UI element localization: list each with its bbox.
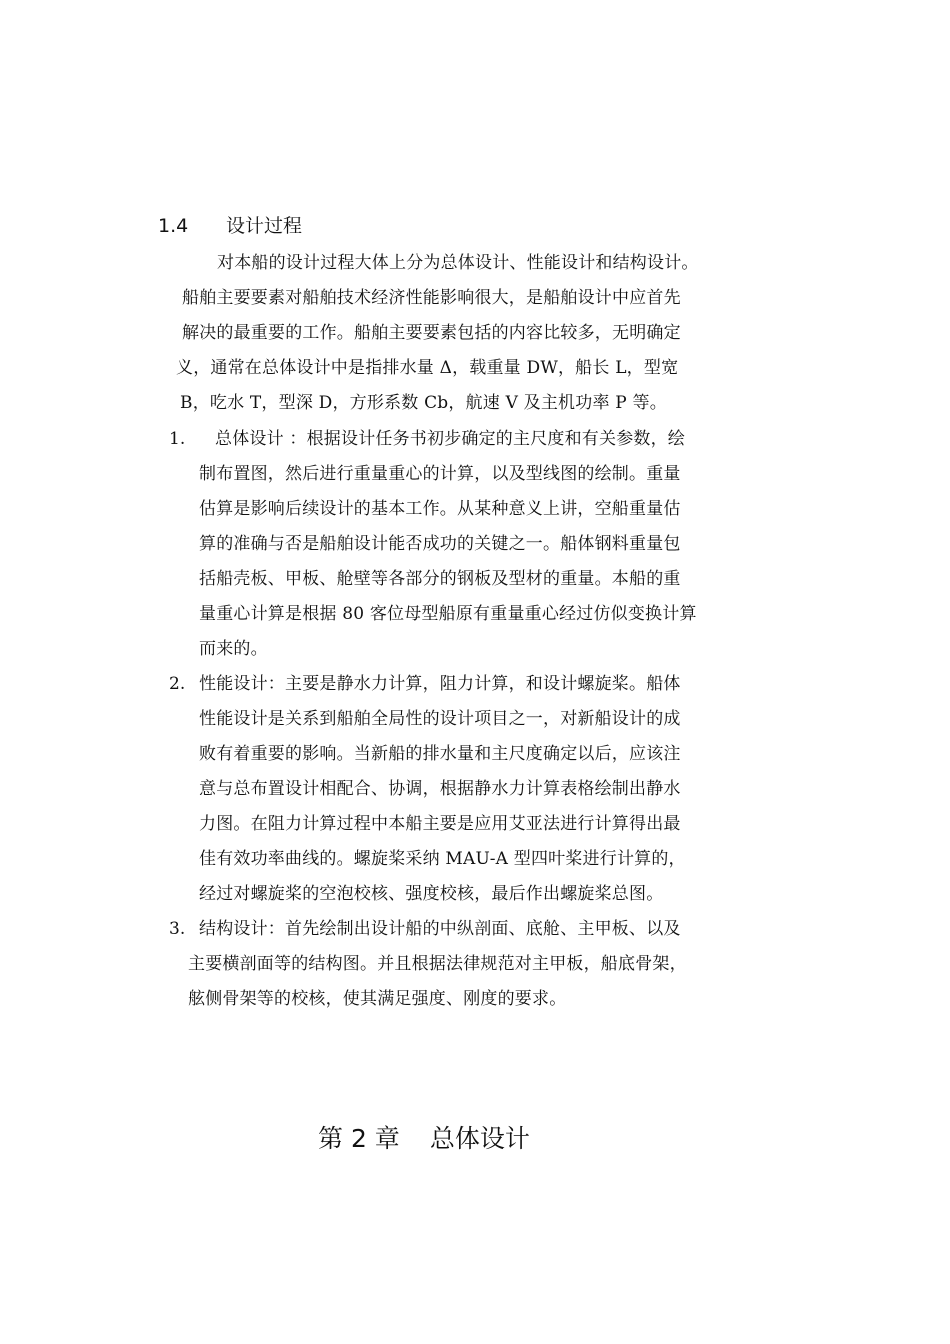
chapter-name: 总体设计 [429, 1124, 530, 1153]
list-item-line: 性能设计是关系到船舶全局性的设计项目之一，对新船设计的成 [199, 709, 681, 729]
list-item-line: 括船壳板、甲板、舱壁等各部分的钢板及型材的重量。本船的重 [199, 569, 681, 589]
list-item-line: 制布置图，然后进行重量重心的计算，以及型线图的绘制。重量 [199, 464, 681, 484]
list-item-line: 意与总布置设计相配合、协调，根据静水力计算表格绘制出静水 [199, 779, 681, 799]
list-item-number: 1. [169, 429, 186, 449]
section-heading [158, 212, 302, 240]
intro-line: 船舶主要要素对船舶技术经济性能影响很大，是船舶设计中应首先 [182, 288, 681, 308]
list-item-line: 结构设计：首先绘制出设计船的中纵剖面、底舱、主甲板、以及 [199, 919, 681, 939]
list-item-line: 性能设计：主要是静水力计算，阻力计算，和设计螺旋桨。船体 [199, 674, 681, 694]
list-item-line: 经过对螺旋桨的空泡校核、强度校核，最后作出螺旋桨总图。 [199, 884, 664, 904]
intro-line: B，吃水 T，型深 D，方形系数 Cb，航速 V 及主机功率 P 等。 [180, 393, 667, 413]
list-item-line: 主要横剖面等的结构图。并且根据法律规范对主甲板，船底骨架， [188, 954, 687, 974]
intro-line: 义，通常在总体设计中是指排水量 Δ，载重量 DW，船长 L，型宽 [176, 358, 679, 378]
chapter-title [318, 1122, 530, 1156]
list-item-line: 量重心计算是根据 80 客位母型船原有重量重心经过仿似变换计算 [199, 604, 697, 624]
list-item-line: 佳有效功率曲线的。螺旋桨采纳 MAU-A 型四叶桨进行计算的， [199, 849, 686, 869]
intro-line: 解决的最重要的工作。船舶主要要素包括的内容比较多，无明确定 [182, 323, 681, 343]
list-item-line: 估算是影响后续设计的基本工作。从某种意义上讲，空船重量估 [199, 499, 681, 519]
list-item-line: 算的准确与否是船舶设计能否成功的关键之一。船体钢料重量包 [199, 534, 681, 554]
list-item-line: 力图。在阻力计算过程中本船主要是应用艾亚法进行计算得出最 [199, 814, 681, 834]
list-item-line: 舷侧骨架等的校核，使其满足强度、刚度的要求。 [188, 989, 567, 1009]
list-item-line: 败有着重要的影响。当新船的排水量和主尺度确定以后，应该注 [199, 744, 681, 764]
list-item-number: 3. [169, 919, 186, 939]
list-item-line: 总体设计 ：根据设计任务书初步确定的主尺度和有关参数，绘 [215, 429, 686, 449]
chapter-label: 第 2 章 [318, 1124, 400, 1153]
list-item-number: 2. [169, 674, 186, 694]
section-number: 1.4 [158, 215, 189, 237]
list-item-line: 而来的。 [199, 639, 268, 659]
intro-line: 对本船的设计过程大体上分为总体设计、性能设计和结构设计。 [217, 253, 699, 273]
section-title: 设计过程 [226, 215, 303, 237]
